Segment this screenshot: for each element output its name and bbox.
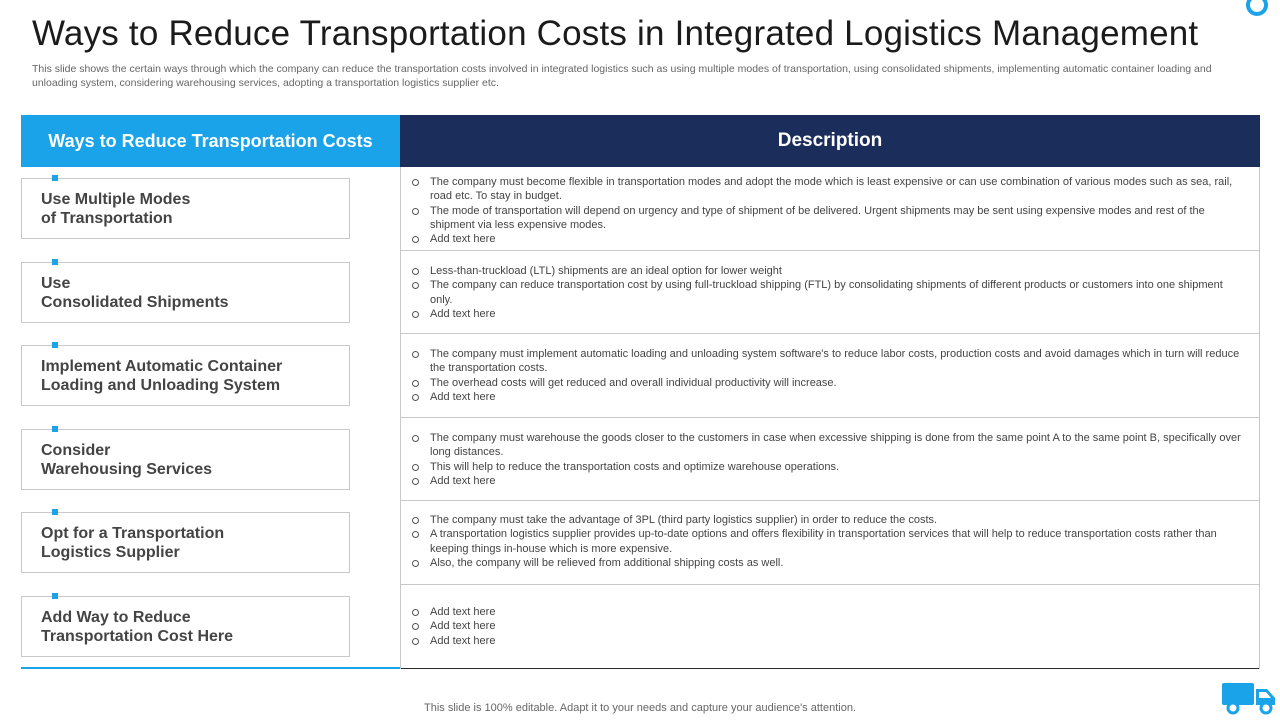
description-bullet: A transportation logistics supplier provides up-to-date options and offers flexibility in transportation services that will help to reduce transportation costs rather than keeping things in-house which is more expensive. (410, 527, 1245, 556)
way-box-multiple-modes (21, 178, 350, 239)
description-bullet: The company must implement automatic loading and unloading system software's to reduce labor costs, production costs and avoid damages which in turn will reduce the transportation costs. (410, 347, 1245, 376)
connector-notch (52, 426, 58, 432)
description-row (401, 251, 1259, 334)
footer-note: This slide is 100% editable. Adapt it to your needs and capture your audience's attention. (424, 702, 856, 714)
delivery-truck-icon (1221, 680, 1277, 716)
description-bullet: Add text here (410, 619, 1245, 633)
way-label-line: of Transportation (41, 210, 173, 227)
description-bullet: The overhead costs will get reduced and overall individual productivity will increase. (410, 376, 1245, 390)
description-row (401, 167, 1259, 251)
way-label-line: Warehousing Services (41, 461, 213, 478)
way-label-line: Consolidated Shipments (41, 294, 229, 311)
description-bullet: The company must warehouse the goods closer to the customers in case when excessive shipping is done from the same point A to the same point B, specifically over long distances. (410, 431, 1245, 460)
circle-decoration-icon (1246, 0, 1268, 16)
page-title: Ways to Reduce Transportation Costs in Integrated Logistics Management (32, 14, 1199, 53)
description-bullet: This will help to reduce the transportation costs and optimize warehouse operations. (410, 460, 1245, 474)
description-bullet: The mode of transportation will depend on urgency and type of shipment of be delivered. Urgent shipments may be sent using expensive modes and rest of the shipment via less expensive modes. (410, 204, 1245, 233)
connector-notch (52, 175, 58, 181)
way-box-add-way (21, 596, 350, 657)
description-bullet: The company must take the advantage of 3PL (third party logistics supplier) in order to reduce the costs. (410, 513, 1245, 527)
description-bullet: Add text here (410, 307, 1245, 321)
way-label-line: Add Way to Reduce (41, 609, 191, 626)
way-box-warehousing (21, 429, 350, 490)
description-bullet: The company must become flexible in transportation modes and adopt the mode which is least expensive or can use combination of various modes such as sea, rail, road etc. To stay in budget. (410, 175, 1245, 204)
connector-notch (52, 509, 58, 515)
way-label-line: Opt for a Transportation (41, 525, 225, 542)
description-bullet: Add text here (410, 634, 1245, 648)
connector-notch (52, 259, 58, 265)
connector-notch (52, 593, 58, 599)
way-label-line: Use (41, 275, 71, 292)
description-bullet: Also, the company will be relieved from additional shipping costs as well. (410, 556, 1245, 570)
description-bullet: Add text here (410, 474, 1245, 488)
page-subtitle: This slide shows the certain ways through which the company can reduce the transportation costs involved in integrated logistics such as using multiple modes of transportation, using consolidated shipments, implementing automatic container loading and unloading system, considering warehousing services, adopting a transportation logistics supplier etc. (32, 63, 1212, 89)
way-label-line: Consider (41, 442, 111, 459)
way-label-line: Logistics Supplier (41, 544, 180, 561)
way-label-line: Transportation Cost Here (41, 628, 234, 645)
ways-column-header: Ways to Reduce Transportation Costs (21, 115, 400, 167)
description-column (400, 167, 1260, 669)
way-box-logistics-supplier (21, 512, 350, 573)
description-bullet: The company can reduce transportation cost by using full-truckload shipping (FTL) by consolidating shipments of different products or customers into one shipment only. (410, 278, 1245, 307)
way-label-line: Implement Automatic Container (41, 358, 283, 375)
description-row (401, 334, 1259, 418)
description-bullet: Less-than-truckload (LTL) shipments are an ideal option for lower weight (410, 264, 1245, 278)
left-column-bottom-rule (21, 667, 400, 669)
description-bullet: Add text here (410, 605, 1245, 619)
connector-notch (52, 342, 58, 348)
description-row (401, 418, 1259, 501)
description-row (401, 585, 1259, 669)
way-box-consolidated-shipments (21, 262, 350, 323)
way-box-automatic-loading (21, 345, 350, 406)
description-column-header: Description (400, 115, 1260, 167)
description-bullet: Add text here (410, 390, 1245, 404)
way-label-line: Loading and Unloading System (41, 377, 281, 394)
description-bullet: Add text here (410, 232, 1245, 246)
description-row (401, 501, 1259, 585)
way-label-line: Use Multiple Modes (41, 191, 191, 208)
